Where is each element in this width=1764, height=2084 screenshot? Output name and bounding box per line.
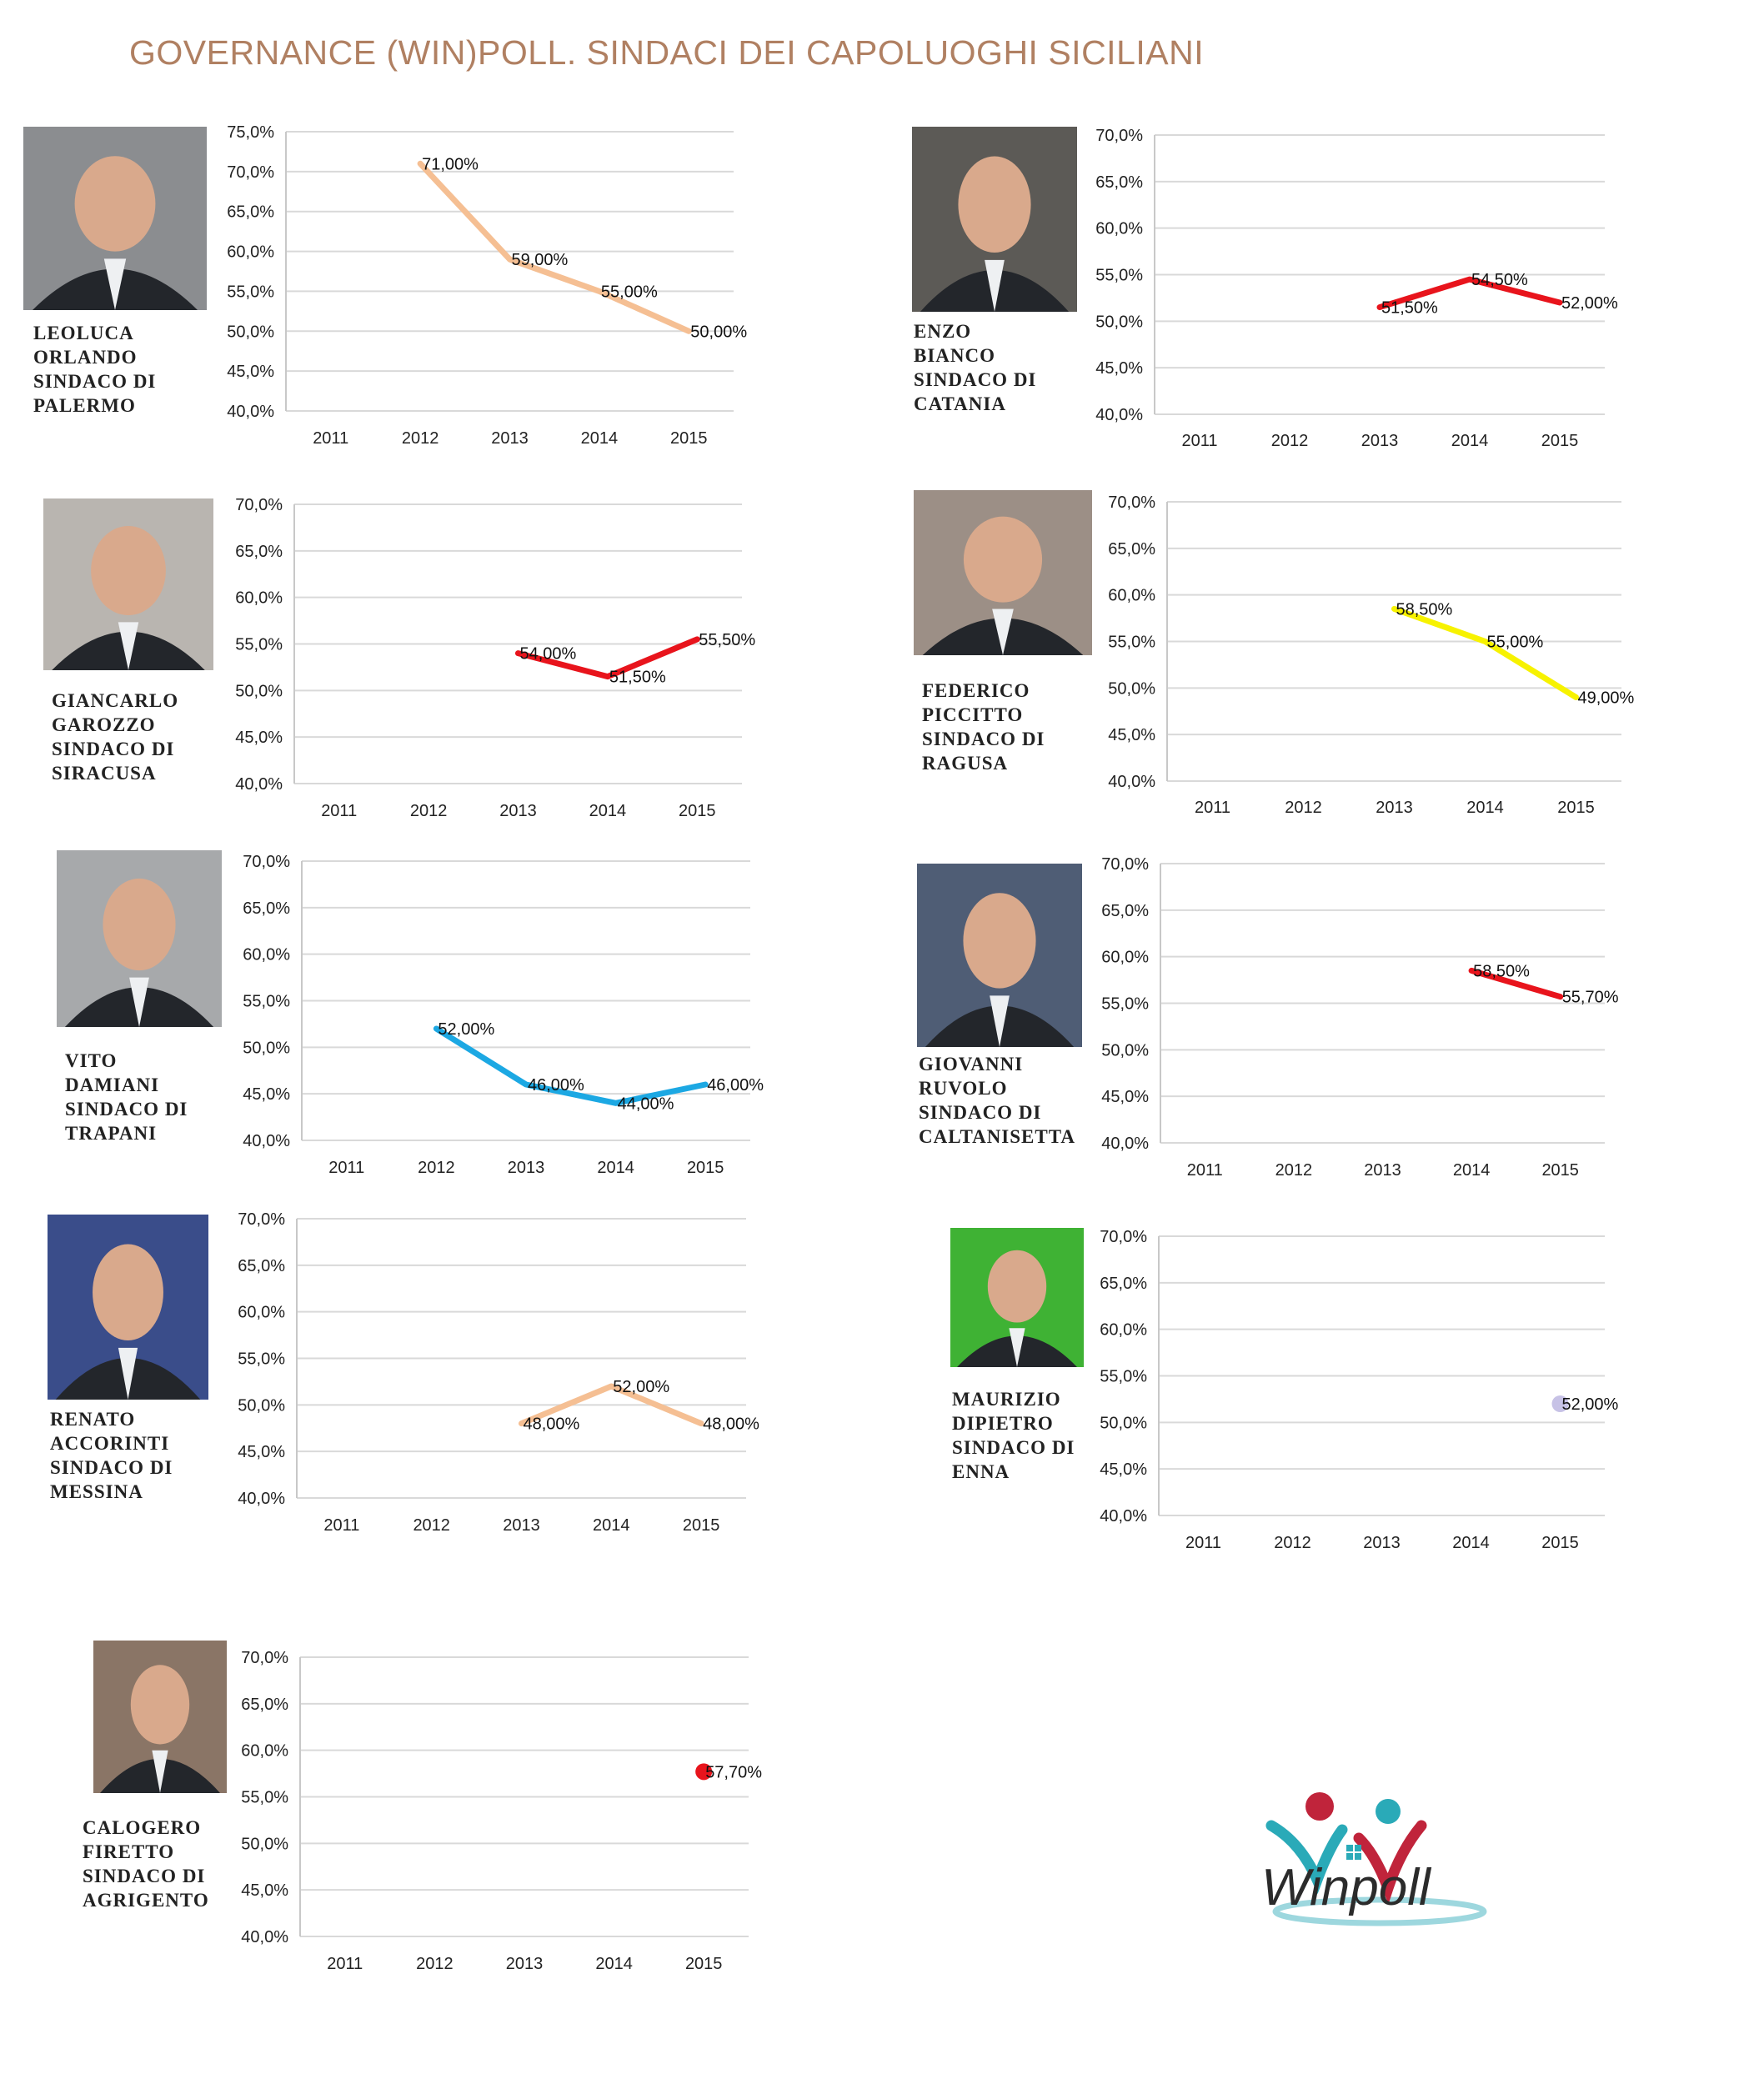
y-tick-label: 70,0% [241,1649,288,1667]
mayor-photo [43,498,213,670]
y-tick-label: 45,0% [241,1881,288,1901]
mayor-name-line: FIRETTO [83,1841,175,1862]
mayor-photo [23,127,207,310]
y-tick-label: 60,0% [1095,219,1143,238]
mayor-name-line: MESSINA [50,1481,143,1502]
x-tick-label: 2012 [1274,1534,1311,1552]
y-tick-label: 55,0% [241,1788,288,1807]
mayor-name-line: ENZO [914,321,972,342]
mayor-name-line: BIANCO [914,345,996,366]
y-tick-label: 40,0% [235,775,283,794]
mayor-photo [912,127,1077,312]
y-tick-label: 50,0% [1095,313,1143,332]
mayor-name [83,1816,209,1912]
y-tick-label: 65,0% [1095,173,1143,192]
y-tick-label: 60,0% [1108,586,1155,605]
y-tick-label: 40,0% [238,1490,285,1508]
mayor-name-line: GAROZZO [52,714,156,735]
data-label: 52,00% [1561,1395,1619,1414]
y-tick-label: 65,0% [238,1256,285,1275]
y-tick-label: 65,0% [243,899,290,918]
y-tick-label: 60,0% [243,945,290,964]
x-tick-label: 2013 [1363,1534,1401,1552]
y-tick-label: 65,0% [227,203,274,222]
y-tick-label: 75,0% [227,123,274,142]
y-tick-label: 40,0% [1100,1507,1147,1525]
y-tick-label: 70,0% [227,163,274,182]
x-tick-label: 2015 [682,1516,720,1535]
y-tick-label: 40,0% [1101,1135,1149,1153]
x-tick-label: 2013 [1361,432,1399,450]
mayor-name-line: CALTANISETTA [919,1126,1075,1147]
x-tick-label: 2013 [491,429,529,448]
y-tick-label: 45,0% [1108,726,1155,745]
mayor-name-line: SINDACO DI [922,729,1045,749]
mayor-name [919,1052,1075,1149]
x-tick-label: 2014 [1452,1534,1490,1552]
x-tick-label: 2015 [1557,799,1595,817]
y-tick-label: 55,0% [1101,994,1149,1014]
x-tick-label: 2013 [499,802,537,820]
x-tick-label: 2013 [503,1516,540,1535]
data-label: 52,00% [438,1020,495,1039]
x-tick-label: 2011 [1181,432,1218,450]
mayor-name-line: RENATO [50,1409,136,1430]
mayor-name-line: CATANIA [914,393,1006,414]
mayor-name-line: PALERMO [33,395,136,416]
x-tick-label: 2014 [597,1159,634,1177]
data-label: 52,00% [613,1378,670,1396]
series-line [420,163,689,331]
data-label: 50,00% [690,323,748,342]
y-tick-label: 55,0% [227,283,274,302]
y-tick-label: 55,0% [1095,266,1143,285]
mayor-name-line: ORLANDO [33,347,138,368]
mayor-name-line: SINDACO DI [52,739,175,759]
x-tick-label: 2013 [1364,1161,1401,1180]
mayor-name-line: SINDACO DI [914,369,1037,390]
data-label: 46,00% [707,1076,764,1095]
mayor-name-line: DIPIETRO [952,1413,1054,1434]
mayor-name-line: SINDACO DI [919,1102,1042,1123]
x-tick-label: 2014 [595,1955,633,1973]
x-tick-label: 2012 [1270,432,1309,450]
y-tick-label: 45,0% [235,729,283,748]
mayor-photo [48,1215,208,1400]
data-label: 59,00% [511,251,569,270]
data-label: 51,50% [1381,298,1438,318]
mayor-photo [57,850,222,1027]
mayor-name-line: MAURIZIO [952,1389,1061,1410]
data-label: 52,00% [1561,294,1618,313]
y-tick-label: 55,0% [1108,633,1155,652]
data-label: 54,50% [1471,271,1528,290]
winpoll-logo [1255,1780,1496,1938]
y-tick-label: 45,0% [227,363,274,382]
x-tick-label: 2015 [686,1159,724,1177]
mayor-name [50,1407,173,1504]
y-tick-label: 45,0% [1101,1088,1149,1107]
mayor-name-line: SINDACO DI [83,1866,206,1886]
mayor-photo [93,1641,227,1793]
mayor-name-line: GIOVANNI [919,1054,1024,1075]
y-tick-label: 50,0% [238,1396,285,1415]
x-tick-label: 2012 [401,429,439,448]
data-label: 55,70% [1561,988,1619,1007]
mayor-name-line: DAMIANI [65,1075,160,1095]
y-tick-label: 70,0% [1100,1228,1147,1246]
y-tick-label: 70,0% [1101,855,1149,874]
y-tick-label: 50,0% [243,1039,290,1058]
y-tick-label: 55,0% [235,635,283,654]
x-tick-label: 2012 [416,1955,454,1973]
x-tick-label: 2011 [1186,1161,1223,1180]
x-tick-label: 2015 [670,429,708,448]
y-tick-label: 70,0% [235,496,283,514]
x-tick-label: 2015 [1541,1534,1579,1552]
page-title: GOVERNANCE (WIN)POLL. SINDACI DEI CAPOLUOGHI SICILIANI [129,33,1205,72]
x-tick-label: 2011 [323,1516,360,1535]
x-tick-label: 2014 [1451,432,1489,450]
y-tick-label: 60,0% [238,1303,285,1322]
y-tick-label: 50,0% [1108,679,1155,699]
y-tick-label: 60,0% [241,1741,288,1761]
data-label: 55,00% [600,283,658,302]
mayor-photo [914,490,1092,655]
y-tick-label: 65,0% [241,1695,288,1714]
mayor-name-line: FEDERICO [922,680,1030,701]
data-label: 54,00% [519,644,577,664]
mayor-name-line: PICCITTO [922,704,1024,725]
data-label: 48,00% [703,1415,759,1434]
mayor-name-line: VITO [65,1050,118,1071]
data-label: 58,50% [1473,962,1530,981]
y-tick-label: 65,0% [1108,539,1155,559]
mayor-name-line: RAGUSA [922,753,1009,774]
y-tick-label: 60,0% [1101,948,1149,967]
y-tick-label: 40,0% [1095,406,1143,424]
mayor-chart [93,1641,762,1973]
mayor-name [922,679,1045,775]
mayor-name [914,319,1036,416]
y-tick-label: 60,0% [235,589,283,608]
mayor-photo [917,864,1082,1047]
y-tick-label: 65,0% [235,542,283,561]
y-tick-label: 45,0% [238,1443,285,1462]
mayor-name-line: AGRIGENTO [83,1890,209,1911]
data-label: 55,50% [699,630,756,649]
x-tick-label: 2011 [1194,799,1231,817]
y-tick-label: 40,0% [227,403,274,421]
x-tick-label: 2012 [1275,1161,1313,1180]
mayor-name-line: SINDACO DI [50,1457,173,1478]
x-tick-label: 2013 [1376,799,1413,817]
mayor-name [52,689,178,785]
data-label: 49,00% [1577,689,1635,708]
data-label: 46,00% [528,1076,584,1095]
y-tick-label: 45,0% [1100,1460,1147,1480]
x-tick-label: 2014 [580,429,619,448]
x-tick-label: 2013 [507,1159,545,1177]
x-tick-label: 2014 [1452,1161,1491,1180]
mayor-name [33,321,156,418]
y-tick-label: 65,0% [1101,901,1149,920]
mayor-name-line: LEOLUCA [33,323,134,343]
y-tick-label: 70,0% [1095,127,1143,145]
y-tick-label: 45,0% [243,1085,290,1105]
y-tick-label: 50,0% [235,682,283,701]
y-tick-label: 45,0% [1095,359,1143,378]
x-tick-label: 2014 [1466,799,1504,817]
data-label: 44,00% [617,1095,674,1114]
y-tick-label: 40,0% [241,1928,288,1946]
data-label: 57,70% [705,1763,763,1782]
y-tick-label: 55,0% [238,1350,285,1369]
x-tick-label: 2012 [1285,799,1322,817]
data-label: 55,00% [1486,633,1544,652]
y-tick-label: 65,0% [1100,1274,1147,1293]
mayor-photo [950,1228,1084,1367]
mayor-name-line: ACCORINTI [50,1433,170,1454]
x-tick-label: 2011 [328,1159,365,1177]
mayor-name-line: SINDACO DI [952,1437,1075,1458]
y-tick-label: 40,0% [243,1132,290,1150]
y-tick-label: 70,0% [238,1210,285,1229]
logo-text: Winpoll [1261,1859,1431,1916]
x-tick-label: 2011 [327,1955,363,1973]
data-label: 58,50% [1396,600,1453,619]
x-tick-label: 2015 [684,1955,723,1973]
x-tick-label: 2015 [679,802,716,820]
y-tick-label: 55,0% [243,992,290,1011]
mayor-name [65,1049,188,1145]
x-tick-label: 2012 [409,802,448,820]
mayor-name-line: GIANCARLO [52,690,179,711]
y-tick-label: 70,0% [1108,493,1155,512]
y-tick-label: 60,0% [227,243,274,262]
x-tick-label: 2013 [505,1955,544,1973]
y-tick-label: 50,0% [1101,1041,1149,1060]
x-tick-label: 2015 [1541,1161,1579,1180]
mayor-name-line: CALOGERO [83,1817,202,1838]
x-tick-label: 2014 [589,802,627,820]
mayor-name-line: SINDACO DI [65,1099,188,1120]
y-tick-label: 40,0% [1108,773,1155,791]
x-tick-label: 2011 [321,802,358,820]
y-tick-label: 60,0% [1100,1320,1147,1340]
data-label: 51,50% [609,668,666,687]
mayor-name [952,1387,1075,1484]
x-tick-label: 2012 [418,1159,455,1177]
x-tick-label: 2015 [1541,432,1579,450]
data-label: 71,00% [422,155,479,174]
y-tick-label: 55,0% [1100,1367,1147,1386]
mayor-name-line: TRAPANI [65,1123,158,1144]
x-tick-label: 2014 [593,1516,630,1535]
y-tick-label: 50,0% [241,1835,288,1854]
y-tick-label: 70,0% [243,853,290,871]
x-tick-label: 2012 [413,1516,450,1535]
x-tick-label: 2011 [1185,1534,1222,1552]
mayor-name-line: ENNA [952,1461,1010,1482]
x-tick-label: 2011 [313,429,349,448]
y-tick-label: 50,0% [227,323,274,342]
y-tick-label: 50,0% [1100,1414,1147,1433]
mayor-name-line: SINDACO DI [33,371,157,392]
mayor-name-line: RUVOLO [919,1078,1008,1099]
data-label: 48,00% [523,1415,580,1434]
series-line [1395,609,1576,697]
mayor-name-line: SIRACUSA [52,763,157,784]
